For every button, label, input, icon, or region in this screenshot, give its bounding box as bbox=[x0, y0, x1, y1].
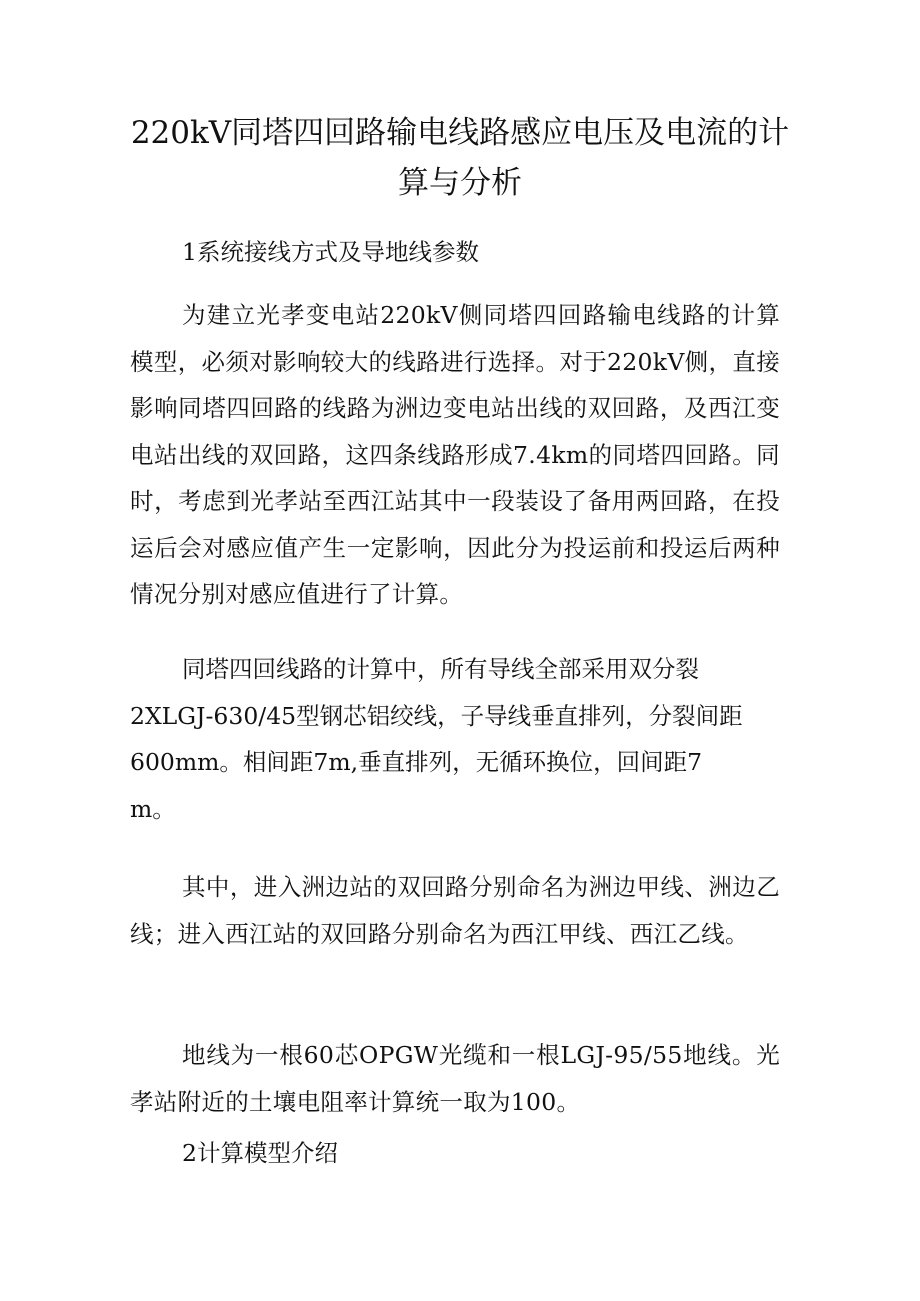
paragraph-2-line: m。 bbox=[130, 794, 176, 823]
section-1-heading: 1系统接线方式及导地线参数 bbox=[182, 238, 479, 266]
paragraph-2-line: 2XLGJ-630/45型钢芯铝绞线，子导线垂直排列，分裂间距 bbox=[130, 701, 743, 730]
section-2-heading: 2计算模型介绍 bbox=[182, 1139, 338, 1167]
paragraph-2-line: 同塔四回线路的计算中，所有导线全部采用双分裂 bbox=[182, 655, 699, 683]
paragraph-1: 为建立光孝变电站220kV侧同塔四回路输电线路的计算模型，必须对影响较大的线路进行选择。对于220kV侧，直接影响同塔四回路的线路为洲边变电站出线的双回路，及西江变电站出线的双回路，这四条线路形成7.4km的同塔四回路。同时，考虑到光孝站至西江站其中一段装设了备用两回路，在投运后会对感应值产生一定影响，因此分为投运前和投运后两种情况分别对感应值进行了计算。 bbox=[130, 301, 780, 608]
document-title: 220kV同塔四回路输电线路感应电压及电流的计算与分析 bbox=[130, 115, 790, 201]
paragraph-4: 地线为一根60芯OPGW光缆和一根LGJ-95/55地线。光孝站附近的土壤电阻率计算统一取为100。 bbox=[130, 1041, 780, 1116]
paragraph-3: 其中，进入洲边站的双回路分别命名为洲边甲线、洲边乙线；进入西江站的双回路分别命名为西江甲线、西江乙线。 bbox=[130, 873, 780, 948]
paragraph-2 bbox=[130, 646, 780, 832]
paragraph-2-line: 600mm。相间距7m,垂直排列，无循环换位，回间距7 bbox=[130, 748, 703, 776]
